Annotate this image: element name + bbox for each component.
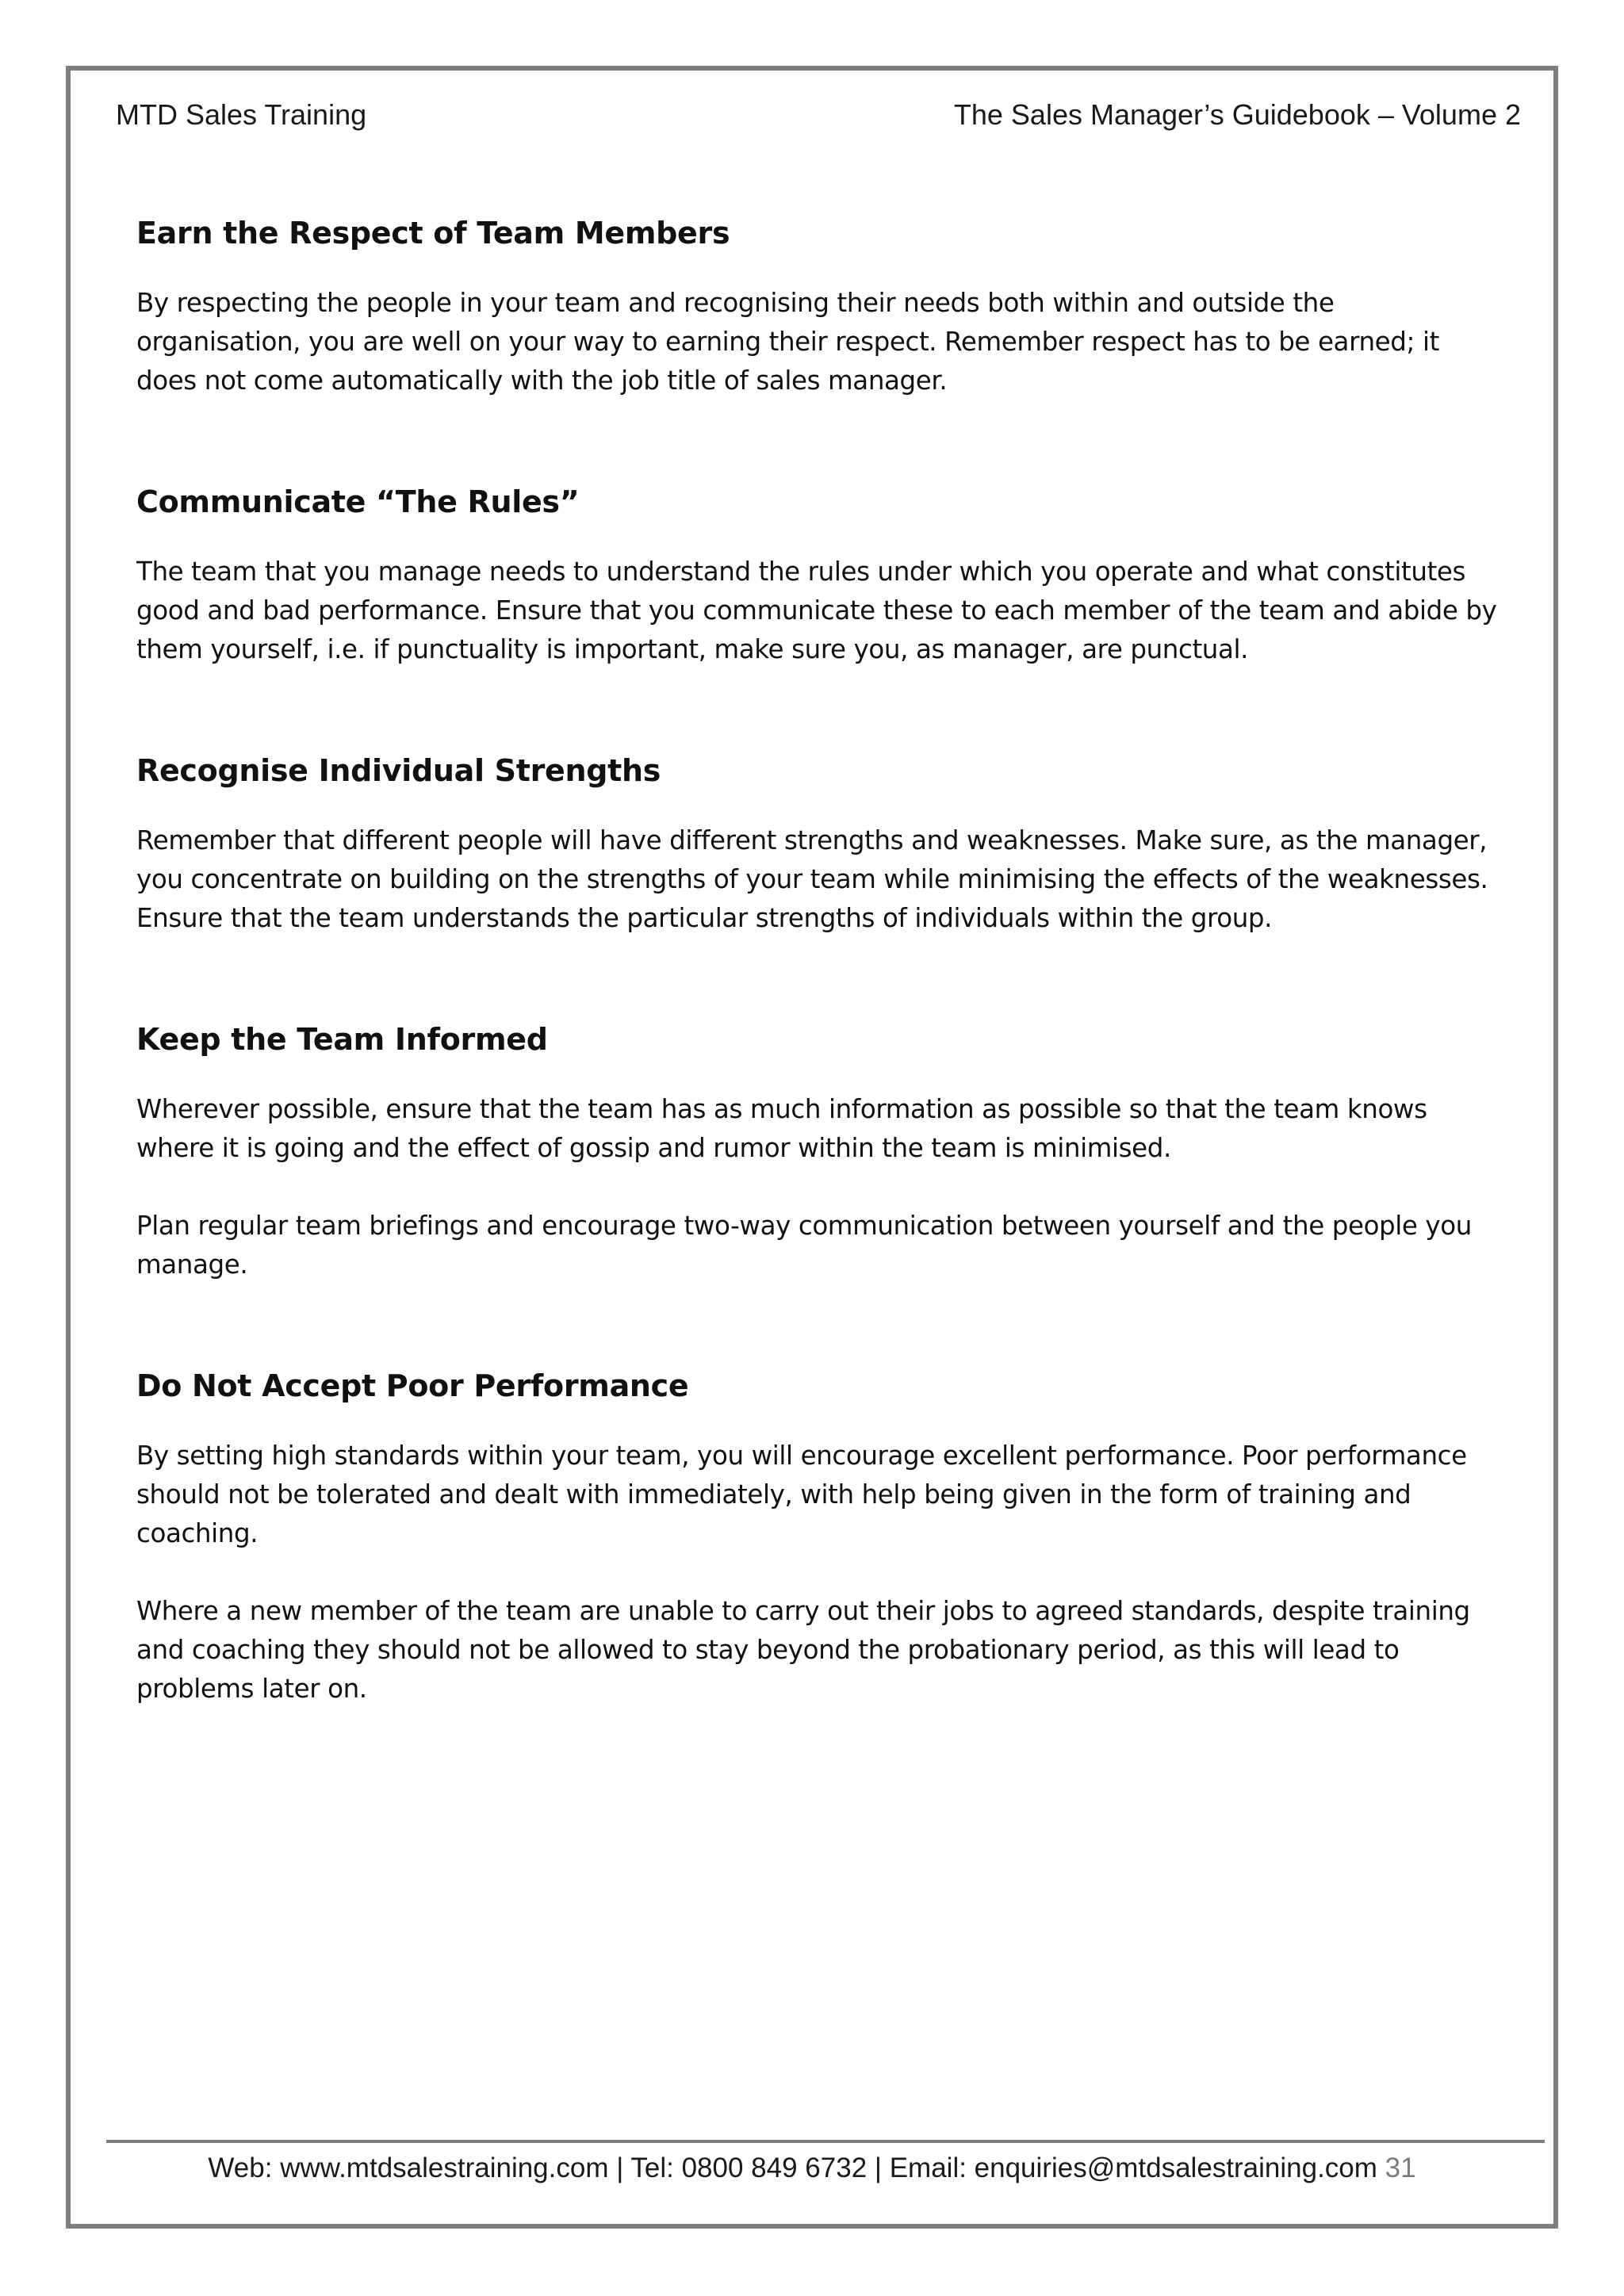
section-paragraph: Where a new member of the team are unable to carry out their jobs to agreed standards, despite training and coaching they should not be allowed to stay beyond the probationary period, as this will lead to problems later on. [136, 1596, 1470, 1704]
section-paragraph: Wherever possible, ensure that the team has as much information as possible so that the team knows where it is going and the effect of gossip and rumor within the team is minimised. [136, 1094, 1427, 1163]
section-heading: Communicate “The Rules” [136, 484, 580, 519]
footer-contact-info: Web: www.mtdsalestraining.com | Tel: 0800 849 6732 | Email: enquiries@mtdsalestraining.com [208, 2152, 1377, 2183]
section-communicate-rules [136, 478, 1500, 669]
header-company-name: MTD Sales Training [116, 98, 367, 131]
section-earn-respect [136, 209, 1500, 400]
footer-divider [106, 2140, 1545, 2143]
section-paragraph: By setting high standards within your team, you will encourage excellent performance. Poor performance should not be tolerated and dealt with immediately, with help being given in the form of training and coaching. [136, 1441, 1467, 1548]
section-paragraph: Remember that different people will have different strengths and weaknesses. Make sure, as the manager, you concentrate on building on the strengths of your team while minimising the effects of the weaknesses. Ensure that the team understands the particular strengths of individuals within the group. [136, 825, 1488, 933]
section-paragraph: By respecting the people in your team and recognising their needs both within and outside the organisation, you are well on your way to earning their respect. Remember respect has to be earned; it does not come automatically with the job title of sales manager. [136, 288, 1439, 396]
section-heading: Do Not Accept Poor Performance [136, 1368, 689, 1403]
section-heading: Recognise Individual Strengths [136, 753, 661, 788]
section-keep-informed [136, 1016, 1500, 1284]
section-paragraph: The team that you manage needs to understand the rules under which you operate and what constitutes good and bad performance. Ensure that you communicate these to each member of the team and abide by them yourself, i.e. if punctuality is important, make sure you, as manager, are punctual. [136, 557, 1497, 664]
page-number: 31 [1385, 2152, 1416, 2183]
header-book-title: The Sales Manager’s Guidebook – Volume 2 [953, 98, 1521, 131]
section-recognise-strengths [136, 747, 1500, 938]
section-poor-performance [136, 1362, 1500, 1709]
footer [0, 2149, 1624, 2188]
section-heading: Keep the Team Informed [136, 1022, 548, 1057]
section-heading: Earn the Respect of Team Members [136, 216, 730, 251]
section-paragraph: Plan regular team briefings and encourage two-way communication between yourself and the people you manage. [136, 1211, 1472, 1280]
document-body [136, 209, 1500, 1709]
